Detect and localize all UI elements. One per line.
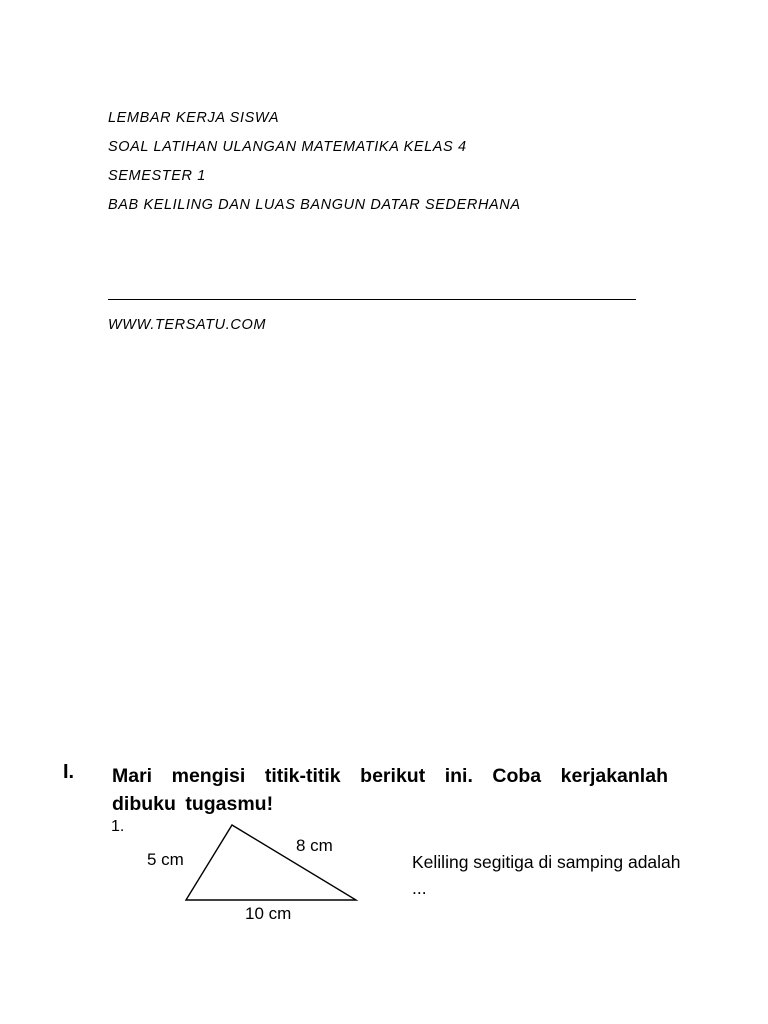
triangle-side-bottom-label: 10 cm — [245, 904, 292, 923]
section-number: I. — [63, 761, 75, 783]
question-text: Keliling segitiga di samping adalah ... — [412, 852, 681, 898]
triangle-side-right-label: 8 cm — [296, 836, 333, 855]
triangle-side-left-label: 5 cm — [147, 850, 184, 869]
header-line-4: BAB KELILING DAN LUAS BANGUN DATAR SEDERHANA — [108, 197, 521, 213]
header-line-1: LEMBAR KERJA SISWA — [108, 110, 280, 126]
question-number: 1. — [111, 818, 125, 835]
divider-line — [108, 299, 636, 300]
section-instruction: Mari mengisi titik-titik berikut ini. Coba kerjakanlah dibuku tugasmu! — [112, 765, 668, 815]
header-line-3: SEMESTER 1 — [108, 168, 206, 184]
header-line-2: SOAL LATIHAN ULANGAN MATEMATIKA KELAS 4 — [108, 139, 467, 155]
website-text: WWW.TERSATU.COM — [108, 317, 267, 333]
